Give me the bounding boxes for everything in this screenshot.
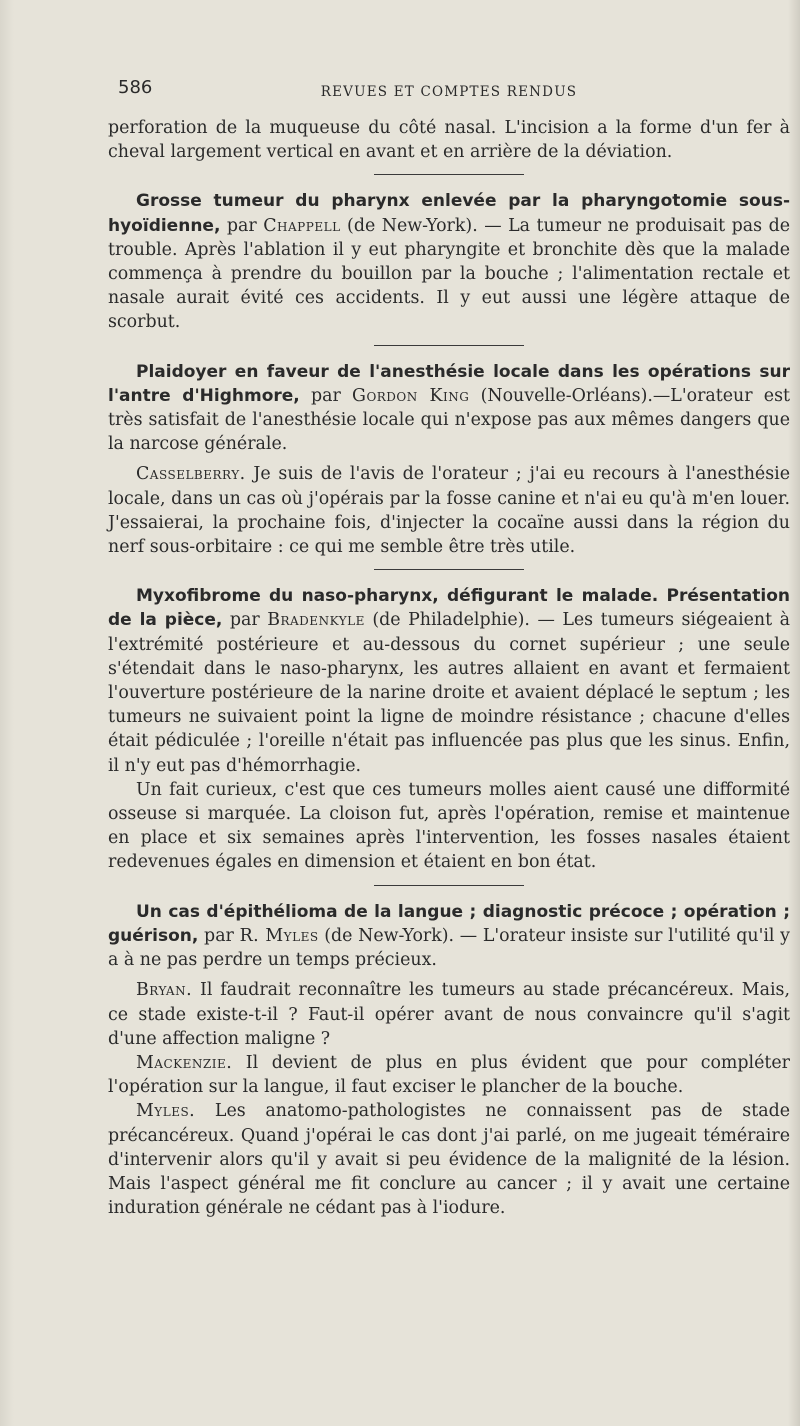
page-number: 586 [118,77,153,98]
casselberry-text: Je suis de l'avis de l'orateur ; j'ai eu recours à l'anesthésie locale, dans un cas où j'opérais par la fosse canine et n'ai eu qu'à m'en louer. J'essaierai, la prochaine fois, d'injecter la cocaïne aussi dans la région du nerf sous-orbitaire : ce qui me semble être très utile. [108,464,790,558]
myles-author: R. Myles [239,925,319,946]
myles-speaker: Myles. [136,1101,196,1122]
mackenzie-text: Il devient de plus en plus évident que pour compléter l'opération sur la langue, il faut exciser le plancher de la bouche. [108,1052,790,1098]
king-title: Plaidoyer en faveur de l'anesthésie locale dans les opérations sur l'antre d'Highmore, [108,361,790,406]
running-head [108,70,790,104]
section-divider [374,569,524,570]
bradenkyle-title: Myxofibrome du naso-pharynx, défigurant le malade. Présentation de la pièce, [108,586,790,631]
page-edge-left [0,0,14,1426]
bradenkyle-extra: Un fait curieux, c'est que ces tumeurs molles aient causé une difformité osseuse si marquée. La cloison fut, après l'opération, remise et maintenue en place et six semaines après l'intervention, les fosses nasales étaient redevenues égales en dimension et étaient en bon état. [108,779,790,873]
chappell-body: (de New-York). — La tumeur ne produisait pas de trouble. Après l'ablation il y eut pharyngite et bronchite dès que la malade commença à prendre du bouillon par la bouche ; l'alimentation rectale et nasale aurait évité ces accidents. Il y eut aussi une légère attaque de scorbut. [108,215,790,333]
continuation-paragraph: perforation de la muqueuse du côté nasal. L'incision a la forme d'un fer à cheval largement vertical en avant et en arrière de la déviation. [108,118,790,163]
bryan-speaker: Bryan. [136,980,193,1001]
bradenkyle-body: (de Philadelphie). — Les tumeurs siégeaient à l'extrémité postérieure et au-dessous du cornet supérieur ; une seule s'étendait dans le naso-pharynx, les autres allaient en avant et fermaient l'ouverture postérieure de la narine droite et avaient déplacé le septum ; les tumeurs ne suivaient point la ligne de moindre résistance ; chacune d'elles était pédiculée ; l'oreille n'était pas influencée pas plus que les sinus. Enfin, il n'y eut pas d'hémorrhagie. [108,610,790,776]
myles-remark [108,1099,790,1220]
myles-body: (de New-York). — L'orateur insiste sur l'utilité qu'il y a à ne pas perdre un temps précieux. [108,925,790,971]
bradenkyle-author: Bradenkyle [267,610,365,631]
bradenkyle-author-prefix: par [222,610,268,631]
running-title: REVUES ET COMPTES RENDUS [320,84,578,100]
section-divider [374,885,524,886]
king-author: Gordon King [352,385,470,406]
bradenkyle-abstract [108,584,790,778]
chappell-abstract [108,189,790,334]
mackenzie-remark [108,1051,790,1099]
king-author-prefix: par [299,385,353,406]
bryan-remark [108,978,790,1051]
document-page [108,70,790,1220]
myles-abstract [108,900,790,973]
king-body: (Nouvelle-Orléans).—L'orateur est très satisfait de l'anesthésie locale qui n'expose pas aux mêmes dangers que la narcose générale. [108,385,791,455]
king-abstract [108,360,790,457]
myles-title: Un cas d'épithélioma de la langue ; diagnostic précoce ; opération ; guérison, [108,901,790,946]
chappell-title: Grosse tumeur du pharynx enlevée par la pharyngotomie sous-hyoïdienne, [108,191,790,236]
section-divider [374,345,524,346]
mackenzie-speaker: Mackenzie. [136,1052,233,1073]
casselberry-speaker: Casselberry. [136,464,246,485]
bryan-text: Il faudrait reconnaître les tumeurs au stade précancéreux. Mais, ce stade existe-t-il ? Faut-il opérer avant de nous convaincre qu'il s'agit d'une affection maligne ? [108,980,790,1049]
chappell-author: Chappell [263,215,341,236]
myles-author-prefix: par [198,925,240,946]
myles-text: Les anatomo-pathologistes ne connaissent pas de stade précancéreux. Quand j'opérai le cas dont j'ai parlé, on me jugeait téméraire d'intervenir alors qu'il y avait si peu évidence de la malignité de la lésion. Mais l'aspect général me fit conclure au cancer ; il y avait une certaine induration générale ne cédant pas à l'iodure. [108,1101,790,1219]
section-divider [374,174,524,175]
chappell-author-prefix: par [220,215,264,236]
casselberry-remark [108,462,790,559]
